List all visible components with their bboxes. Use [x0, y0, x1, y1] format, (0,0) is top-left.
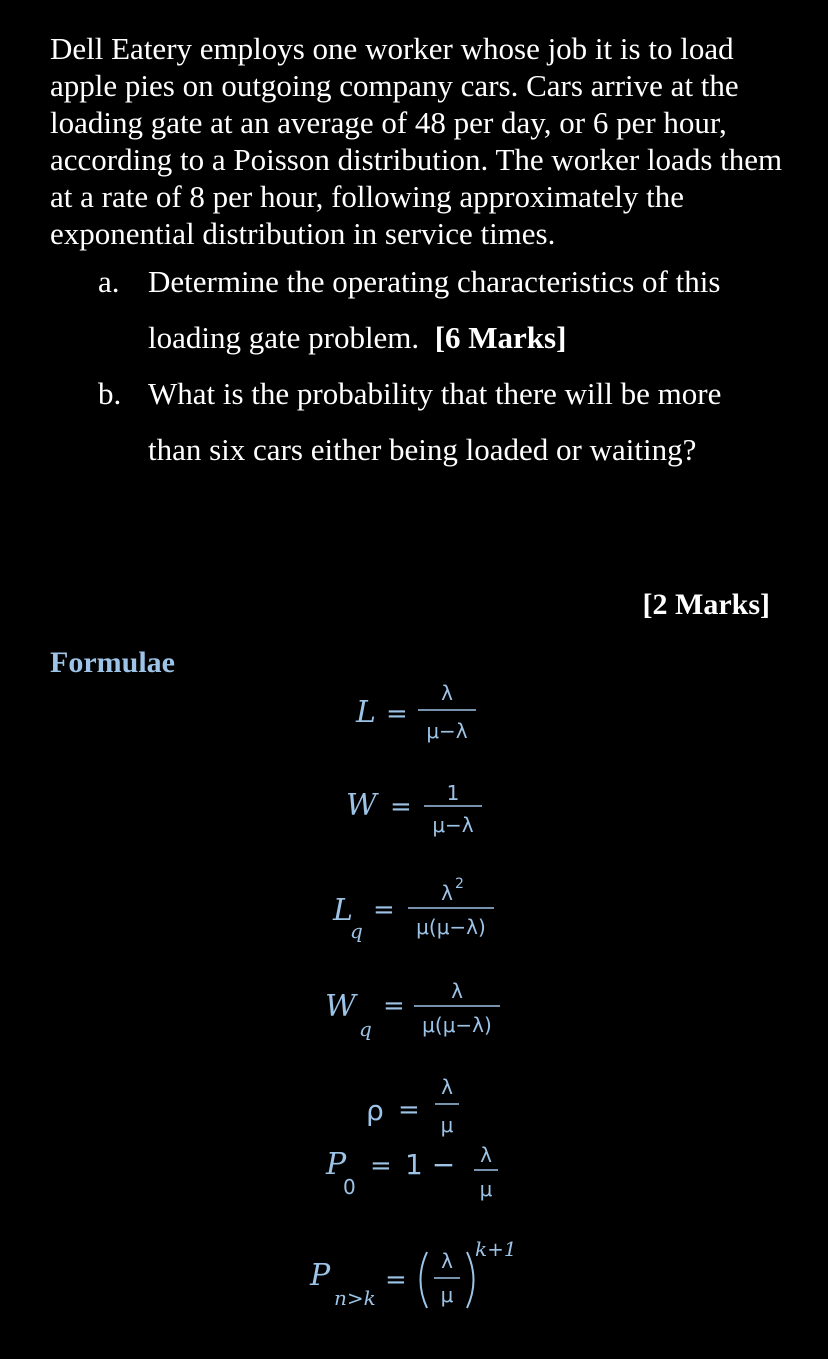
svg-text:2: 2: [455, 876, 464, 892]
svg-text:λ: λ: [441, 881, 453, 905]
svg-text:μ(μ−λ): μ(μ−λ): [422, 1013, 492, 1037]
svg-text:μ: μ: [479, 1177, 493, 1201]
formula-P0: [325, 1143, 498, 1201]
svg-text:q: q: [359, 1017, 372, 1041]
svg-text:0: 0: [343, 1175, 356, 1199]
question-label: b.: [98, 376, 122, 411]
svg-text:=: =: [373, 895, 395, 925]
marks-label: [6 Marks]: [434, 320, 567, 355]
svg-text:P: P: [310, 1258, 331, 1293]
formula-L: [355, 681, 476, 743]
svg-text:=: =: [383, 991, 405, 1021]
svg-text:L: L: [333, 893, 353, 928]
svg-text:=: =: [386, 699, 408, 729]
svg-text:=: =: [385, 1265, 407, 1295]
svg-text:μ(μ−λ): μ(μ−λ): [416, 915, 486, 939]
svg-text:λ: λ: [441, 1249, 453, 1273]
question-text-line1: Determine the operating characteristics of this: [148, 264, 721, 299]
svg-text:k+1: k+1: [475, 1237, 517, 1261]
svg-text:λ: λ: [451, 979, 463, 1003]
question-text-line2: than six cars either being loaded or waiting?: [148, 432, 697, 467]
formula-rho: [366, 1075, 459, 1137]
marks-label: [2 Marks]: [642, 588, 770, 621]
question-label: a.: [98, 264, 120, 299]
svg-text:=: =: [398, 1095, 420, 1125]
formula-W: [346, 781, 482, 837]
question-text-line2: loading gate problem. [6 Marks]: [148, 320, 567, 355]
svg-text:1: 1: [446, 781, 460, 805]
formulae-heading: Formulae: [50, 646, 175, 679]
svg-text:q: q: [350, 919, 363, 943]
svg-text:P: P: [326, 1147, 347, 1182]
formula-Pn-gt-k: [309, 1237, 517, 1310]
svg-text:W: W: [346, 788, 377, 823]
question-text-line1: What is the probability that there will be more: [148, 376, 722, 411]
svg-text:λ: λ: [441, 681, 453, 705]
svg-text:W: W: [325, 989, 356, 1024]
svg-text:L: L: [356, 695, 376, 730]
svg-text:ρ: ρ: [366, 1094, 384, 1127]
svg-text:=: =: [390, 792, 412, 822]
svg-text:1 −: 1 −: [405, 1148, 456, 1181]
svg-text:λ: λ: [441, 1075, 453, 1099]
svg-text:λ: λ: [480, 1143, 492, 1167]
svg-text:μ−λ: μ−λ: [426, 719, 468, 743]
svg-text:μ−λ: μ−λ: [432, 813, 474, 837]
problem-text: Dell Eatery employs one worker whose job it is to load apple pies on outgoing company cars. Cars arrive at the loading gate at an average of 48 per day, or 6 per hour, according to a Poisson distribution. The worker loads them at a rate of 8 per hour, following approximately the exponential distribution in service times.: [50, 31, 783, 251]
svg-text:=: =: [370, 1151, 392, 1181]
formula-Lq: [332, 876, 494, 943]
svg-text:μ: μ: [440, 1283, 454, 1307]
svg-text:μ: μ: [440, 1113, 454, 1137]
svg-text:n>k: n>k: [334, 1286, 376, 1310]
formula-Wq: [325, 979, 500, 1041]
